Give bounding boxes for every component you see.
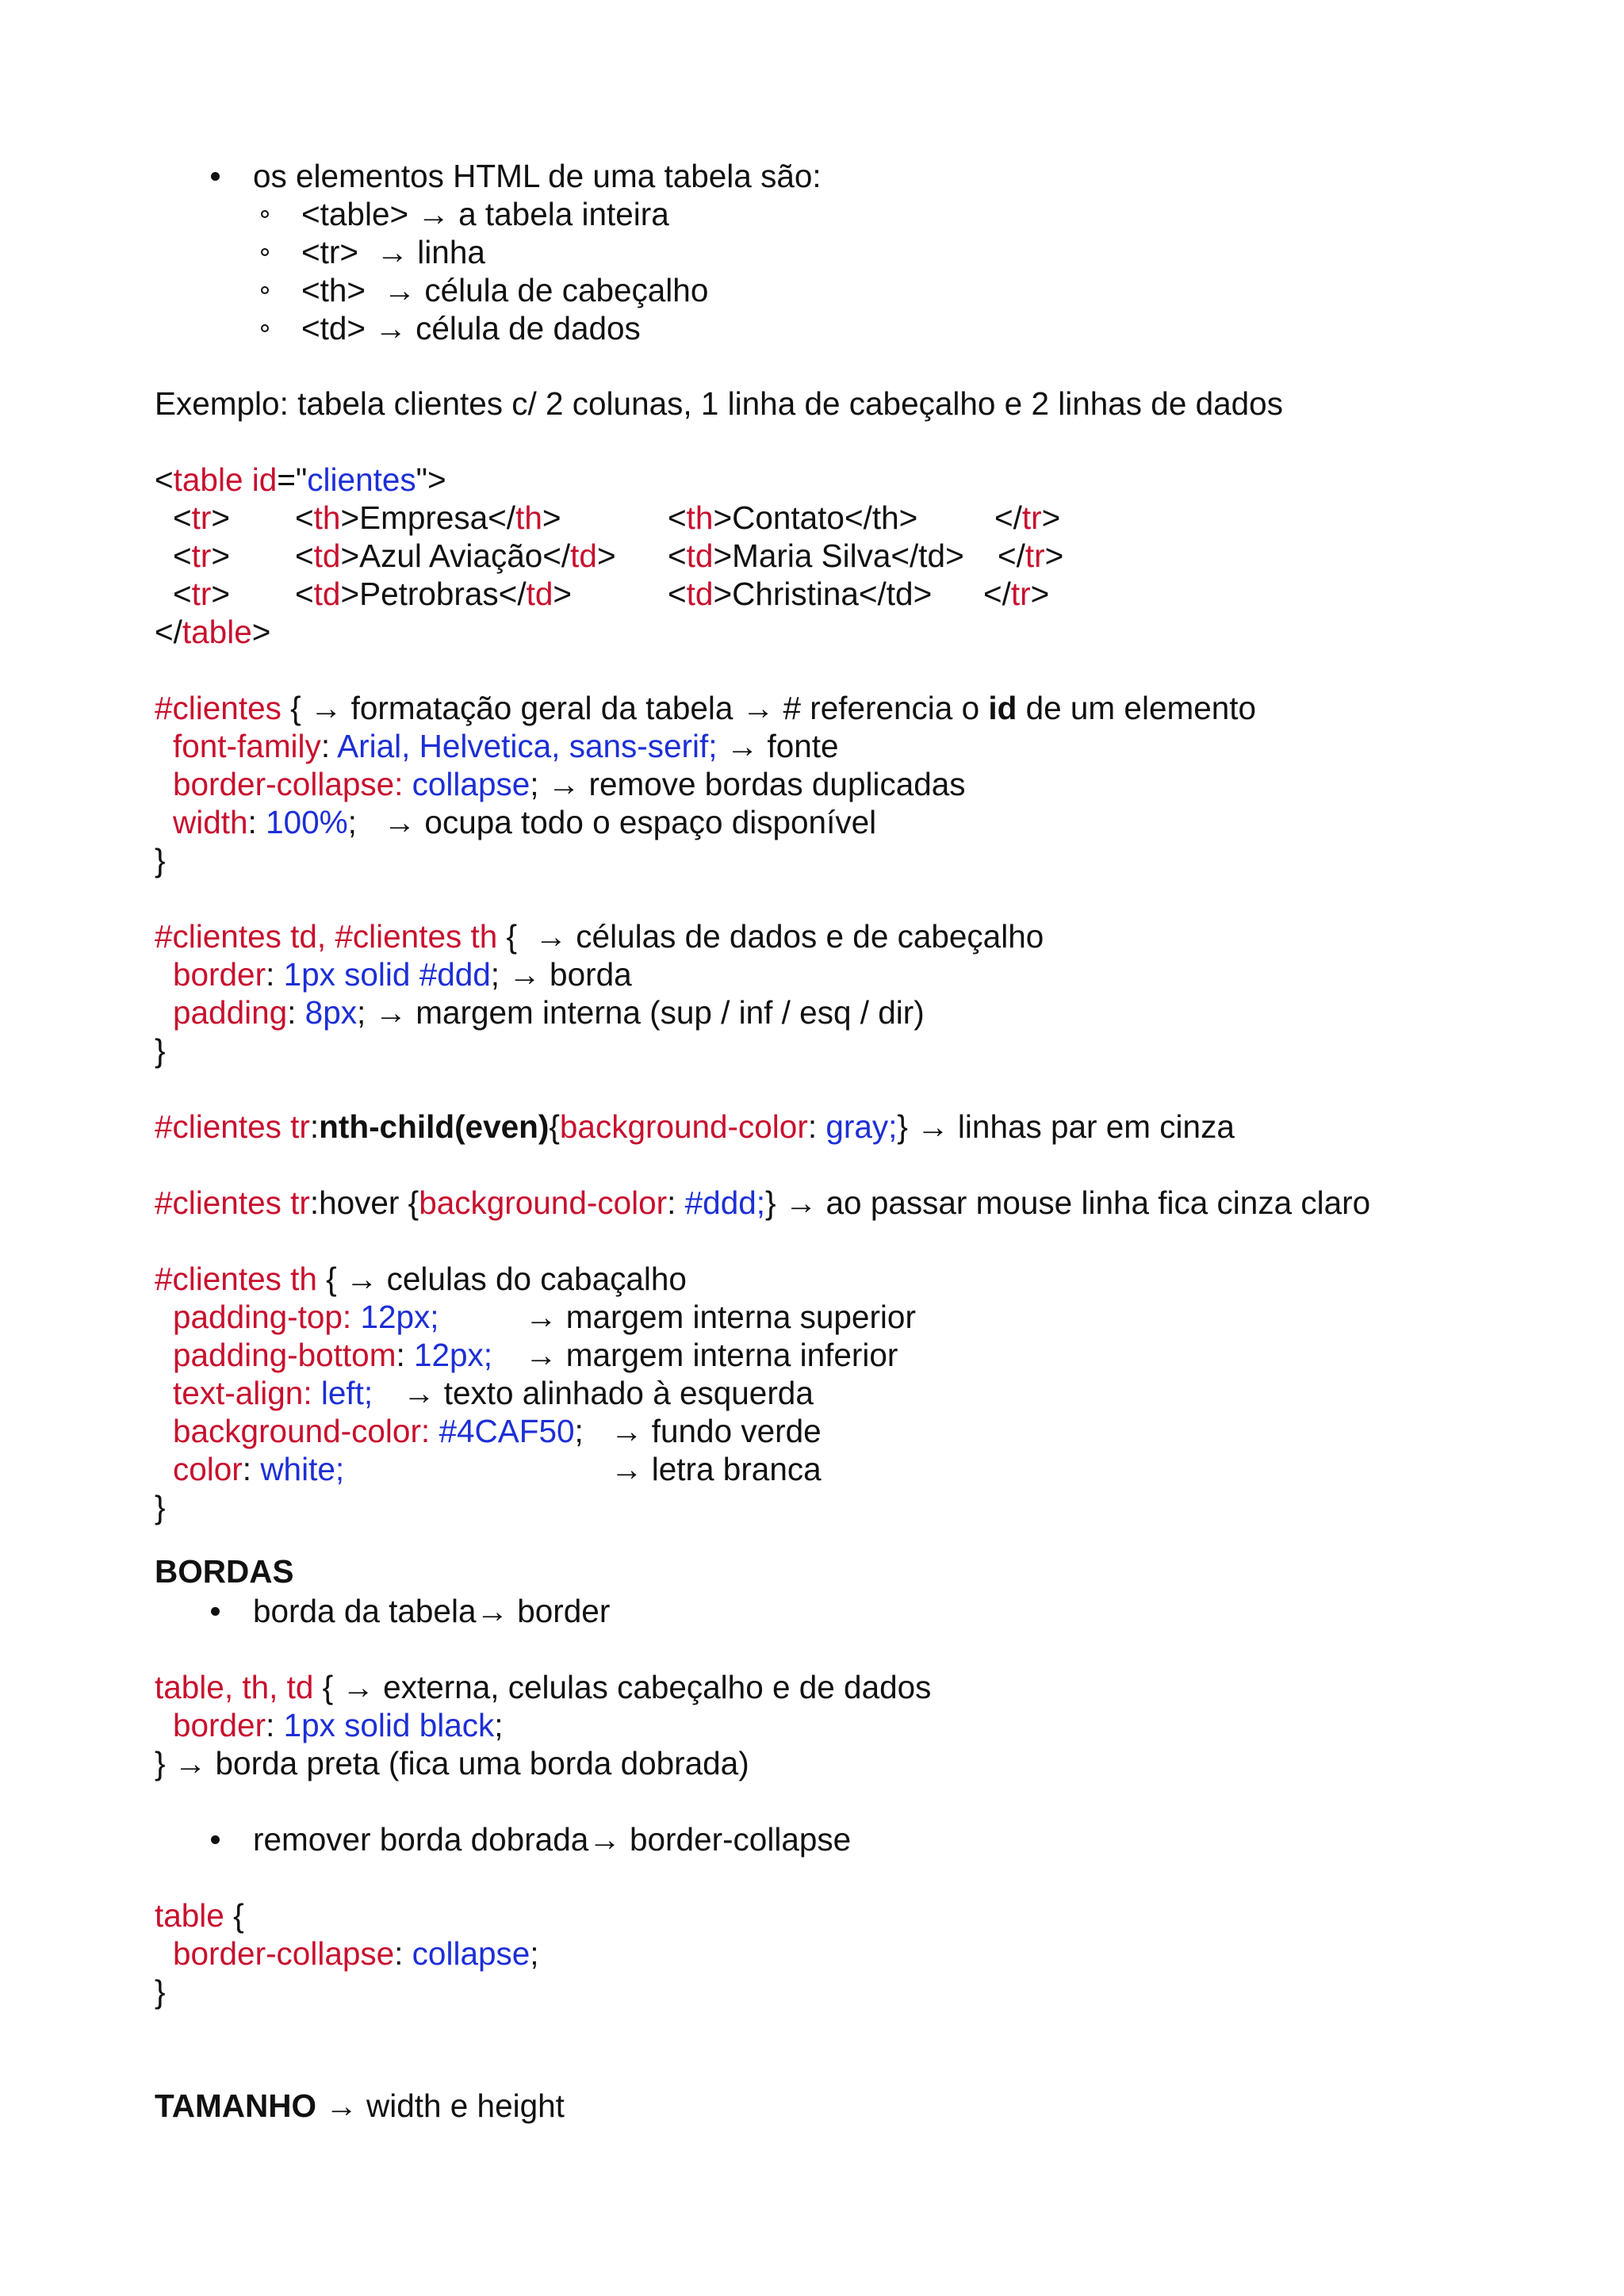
code-cell: <th>Empresa</th> [295, 499, 561, 536]
intro-sub-item: <table> → a tabela inteira [301, 196, 669, 232]
code-cell: <td>Maria Silva</td> [668, 538, 964, 574]
section-heading-tamanho: TAMANHO → width e height [155, 2087, 565, 2124]
code-tr-close: </tr> [998, 538, 1064, 574]
css-declaration: width: 100%; → ocupa todo o espaço disponível [173, 804, 877, 840]
css-declaration: padding-top: 12px; [173, 1299, 439, 1335]
bullet-dot [211, 1607, 220, 1616]
css-declaration: border-collapse: collapse; [173, 1935, 539, 1972]
css-hover-rule: #clientes tr:hover {background-color: #ddd;} → ao passar mouse linha fica cinza claro [155, 1184, 1371, 1221]
css-close-brace: } → borda preta (fica uma borda dobrada) [155, 1745, 749, 1781]
intro-sub-item: <tr> → linha [301, 234, 485, 270]
intro-sub-item: <td> → célula de dados [301, 310, 641, 346]
code-row [0, 537, 1624, 575]
css-note: → fundo verde [611, 1413, 822, 1449]
css-declaration: border: 1px solid #ddd; → borda [173, 956, 632, 993]
css-declaration: color: white; [173, 1451, 345, 1487]
css-table-border-selector: table, th, td { → externa, celulas cabeçalho e de dados [155, 1669, 932, 1705]
code-tr-open: <tr> [173, 538, 231, 574]
css-declaration: font-family: Arial, Helvetica, sans-serif; → fonte [173, 728, 839, 764]
code-table-close: </table> [155, 614, 271, 650]
css-declaration: padding: 8px; → margem interna (sup / inf / esq / dir) [173, 994, 925, 1031]
css-table-collapse-selector: table { [155, 1897, 244, 1934]
code-tr-open: <tr> [173, 576, 231, 612]
bordas-bullet-text: borda da tabela→ border [253, 1593, 611, 1629]
css-declaration: border: 1px solid black; [173, 1707, 504, 1743]
css-clientes-selector: #clientes { → formatação geral da tabela → # referencia o id de um elemento [155, 690, 1257, 726]
sub-bullet-circle [261, 324, 269, 332]
css-note: → letra branca [611, 1451, 822, 1487]
css-declaration: border-collapse: collapse; → remove bordas duplicadas [173, 766, 966, 802]
css-note: → texto alinhado à esquerda [403, 1375, 814, 1411]
css-close-brace: } [155, 1489, 166, 1525]
bordas-bullet-text: remover borda dobrada→ border-collapse [253, 1821, 852, 1858]
css-cells-selector: #clientes td, #clientes th { → células de dados e de cabeçalho [155, 918, 1044, 955]
css-declaration: padding-bottom: 12px; [173, 1337, 493, 1373]
section-heading-bordas: BORDAS [155, 1553, 294, 1590]
example-caption: Exemplo: tabela clientes c/ 2 colunas, 1 linha de cabeçalho e 2 linhas de dados [155, 385, 1283, 422]
css-th-selector: #clientes th { → celulas do cabaçalho [155, 1261, 687, 1297]
code-tr-close: </tr> [994, 499, 1061, 536]
css-close-brace: } [155, 842, 166, 878]
code-cell: <td>Azul Aviação</td> [295, 538, 616, 574]
sub-bullet-circle [261, 286, 269, 294]
css-note: → margem interna superior [525, 1299, 916, 1335]
css-note: → margem interna inferior [525, 1337, 898, 1373]
css-nth-child-rule: #clientes tr:nth-child(even){background-color: gray;} → linhas par em cinza [155, 1108, 1235, 1145]
css-close-brace: } [155, 1973, 166, 2010]
intro-bullet-text: os elementos HTML de uma tabela são: [253, 158, 822, 194]
css-declaration: text-align: left; [173, 1375, 373, 1411]
bullet-dot [211, 172, 220, 181]
code-row [0, 499, 1624, 537]
code-table-open: <table id="clientes"> [155, 461, 446, 498]
code-cell: <td>Petrobras</td> [295, 576, 573, 612]
css-declaration: background-color: #4CAF50; [173, 1413, 584, 1449]
bullet-dot [211, 1835, 220, 1844]
intro-sub-item: <th> → célula de cabeçalho [301, 272, 709, 308]
code-row [0, 575, 1624, 613]
sub-bullet-circle [261, 248, 269, 256]
code-cell: <td>Christina</td> [668, 576, 933, 612]
code-tr-open: <tr> [173, 499, 231, 536]
code-tr-close: </tr> [983, 576, 1050, 612]
sub-bullet-circle [261, 210, 269, 218]
code-cell: <th>Contato</th> [668, 499, 918, 536]
css-close-brace: } [155, 1032, 166, 1069]
